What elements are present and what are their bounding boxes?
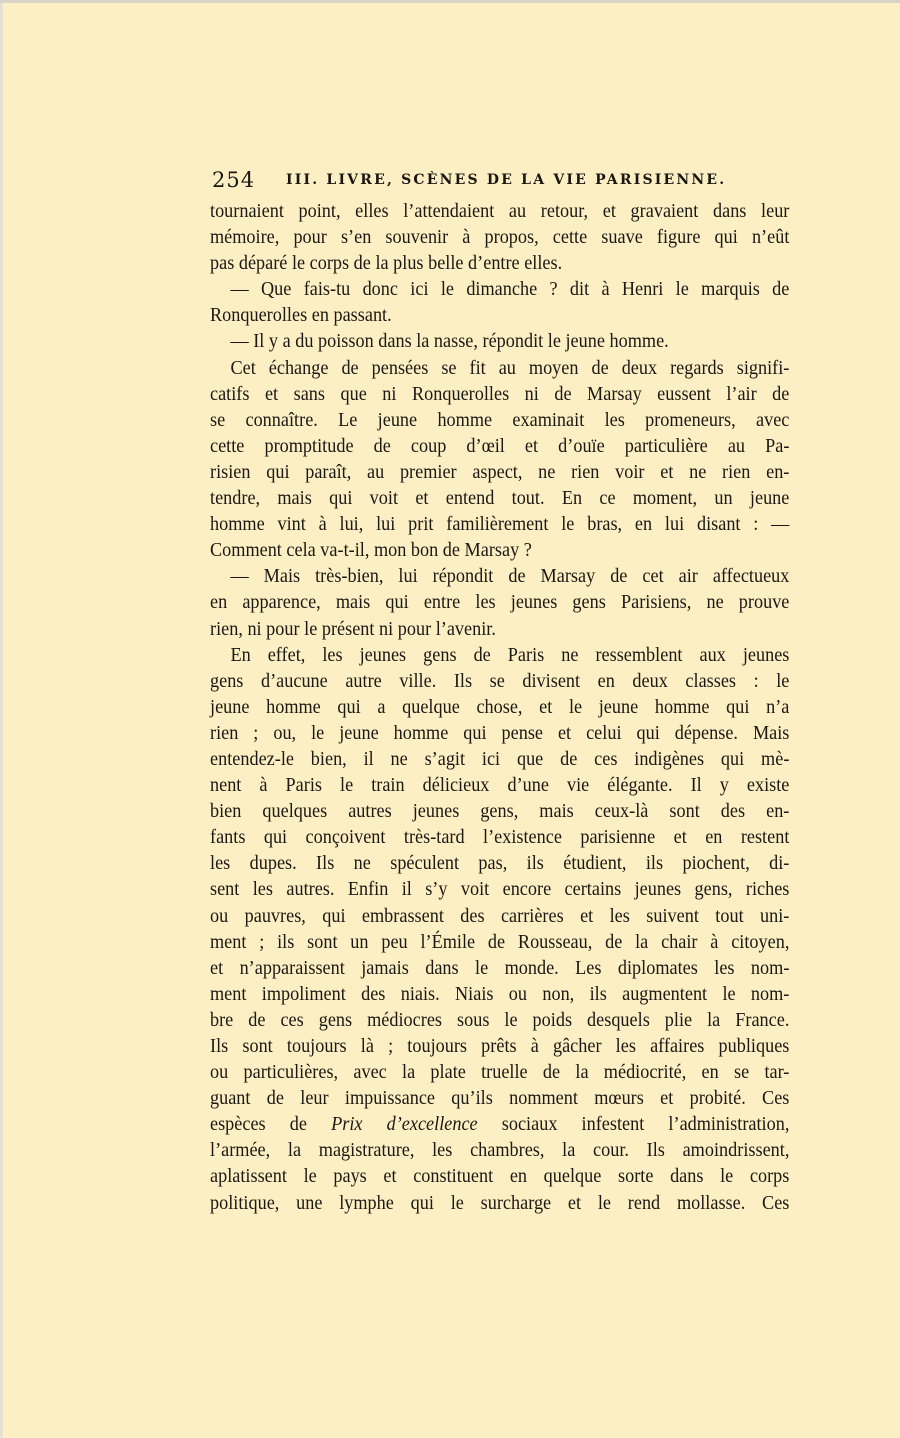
text-line: cette promptitude de coup d’œil et d’ouïe particulière au Pa- xyxy=(210,435,790,457)
page-number: 254 xyxy=(212,168,256,192)
text-line: ou particulières, avec la plate truelle de la médiocrité, en se tar- xyxy=(210,1062,790,1084)
text-line: jeune homme qui a quelque chose, et le jeune homme qui n’a xyxy=(210,696,790,718)
text-line: l’armée, la magistrature, les chambres, la cour. Ils amoindrissent, xyxy=(210,1140,790,1162)
text-line: fants qui conçoivent très-tard l’existence parisienne et en restent xyxy=(210,827,790,849)
text-line: guant de leur impuissance qu’ils nomment mœurs et probité. Ces xyxy=(210,1088,790,1110)
text-line: rien ; ou, le jeune homme qui pense et celui qui dépense. Mais xyxy=(210,722,790,744)
text-line: gens d’aucune autre ville. Ils se divisent en deux classes : le xyxy=(210,670,790,692)
text-line: sent les autres. Enfin il s’y voit encore certains jeunes gens, riches xyxy=(210,879,790,901)
text-line: ment ; ils sont un peu l’Émile de Rousseau, de la chair à citoyen, xyxy=(210,931,790,953)
page-header xyxy=(212,168,792,194)
text-line: Ils sont toujours là ; toujours prêts à gâcher les affaires publiques xyxy=(210,1036,790,1057)
text-line: ou pauvres, qui embrassent des carrières et les suivent tout uni- xyxy=(210,905,790,927)
text-line: se connaître. Le jeune homme examinait les promeneurs, avec xyxy=(210,409,790,431)
text-line: politique, une lymphe qui le surcharge et le rend mollasse. Ces xyxy=(210,1192,790,1214)
text-line: Cet échange de pensées se fit au moyen de deux regards signifi- xyxy=(230,357,790,379)
running-head: III. LIVRE, SCÈNES DE LA VIE PARISIENNE. xyxy=(286,172,727,188)
text-segment: espèces de xyxy=(210,1114,332,1136)
text-line: — Il y a du poisson dans la nasse, répondit le jeune homme. xyxy=(230,331,669,353)
text-segment: sociaux infestent l’administration, xyxy=(477,1114,790,1136)
text-line: En effet, les jeunes gens de Paris ne ressemblent aux jeunes xyxy=(230,644,790,666)
text-line: bien quelques autres jeunes gens, mais ceux-là sont des en- xyxy=(210,801,790,823)
text-line: — Mais très-bien, lui répondit de Marsay de cet air affectueux xyxy=(230,566,790,588)
text-line: bre de ces gens médiocres sous le poids desquels plie la France. xyxy=(210,1009,790,1031)
text-line: et n’apparaissent jamais dans le monde. Les diplomates les nom- xyxy=(210,957,790,979)
text-line: ment impoliment des niais. Niais ou non, ils augmentent le nom- xyxy=(210,983,790,1005)
text-line: — Que fais-tu donc ici le dimanche ? dit à Henri le marquis de xyxy=(230,279,790,301)
text-line: homme vint à lui, lui prit familièrement le bras, en lui disant : — xyxy=(210,514,790,536)
text-line-with-italic xyxy=(210,1112,789,1138)
text-line: tendre, mais qui voit et entend tout. En ce moment, un jeune xyxy=(210,488,790,510)
text-line: rien, ni pour le présent ni pour l’avenir. xyxy=(210,618,496,640)
text-line: pas déparé le corps de la plus belle d’entre elles. xyxy=(210,253,563,275)
text-line: Comment cela va-t-il, mon bon de Marsay ? xyxy=(210,540,532,562)
body-text xyxy=(210,199,790,1217)
text-line: aplatissent le pays et constituent en quelque sorte dans le corps xyxy=(210,1166,790,1188)
italic-phrase: Prix d’excellence xyxy=(331,1114,478,1136)
text-line: les dupes. Ils ne spéculent pas, ils étudient, ils piochent, di- xyxy=(210,853,790,875)
text-line: mémoire, pour s’en souvenir à propos, cette suave figure qui n’eût xyxy=(210,227,790,249)
text-line: nent à Paris le train délicieux d’une vie élégante. Il y existe xyxy=(210,775,790,797)
text-line: risien qui paraît, au premier aspect, ne rien voir et ne rien en- xyxy=(210,461,790,483)
text-line: tournaient point, elles l’attendaient au retour, et gravaient dans leur xyxy=(210,201,790,222)
text-line: entendez-le bien, il ne s’agit ici que de ces indigènes qui mè- xyxy=(210,748,790,770)
text-line: Ronquerolles en passant. xyxy=(210,305,392,327)
text-line: en apparence, mais qui entre les jeunes gens Parisiens, ne prouve xyxy=(210,592,790,614)
text-line: catifs et sans que ni Ronquerolles ni de Marsay eussent l’air de xyxy=(210,383,790,405)
